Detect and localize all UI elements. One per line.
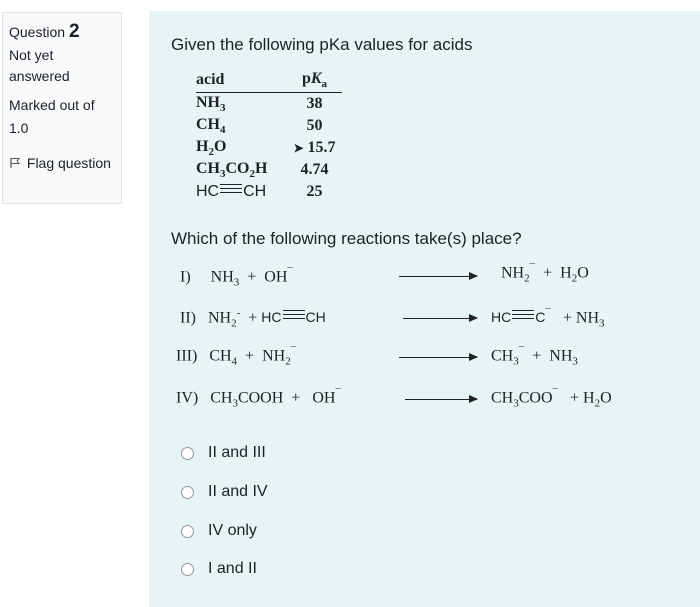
reaction-4-products: $CH_3COO^¯ + H_2O$ bbox=[491, 387, 612, 410]
option-label: II and IV bbox=[208, 483, 268, 500]
pka-cell: 25 bbox=[306, 183, 323, 200]
reaction-2-reactants: II) $NH_2^-$ + HC CH bbox=[180, 307, 326, 330]
acid-cell: $CH_4$ bbox=[196, 115, 226, 137]
answer-option[interactable] bbox=[181, 560, 257, 578]
marked-out-of-label: Marked out of bbox=[9, 97, 95, 113]
reaction-3-reactants: III) $CH_4 + NH_2^¯$ bbox=[176, 345, 297, 368]
flag-question-link[interactable] bbox=[9, 153, 115, 174]
option-label: I and II bbox=[208, 560, 257, 577]
header-acid: acid bbox=[196, 69, 273, 93]
question-status: Not yet answered bbox=[9, 47, 70, 84]
reaction-1-reactants: I) $NH_3 + OH^¯$ bbox=[180, 266, 293, 289]
reaction-2-products: HC $C^¯ + NH_3$ bbox=[491, 307, 605, 330]
reaction-prompt: Which of the following reactions take(s) place? bbox=[171, 229, 522, 248]
question-mark: 1.0 bbox=[9, 120, 29, 136]
reaction-4-reactants: IV) $CH_3COOH + OH^¯$ bbox=[176, 387, 341, 410]
radio-button[interactable] bbox=[181, 447, 194, 460]
acid-cell: HC CH bbox=[196, 183, 267, 200]
radio-button[interactable] bbox=[181, 486, 194, 499]
flag-icon bbox=[9, 157, 21, 169]
question-info-panel bbox=[2, 12, 122, 204]
pka-cell: 50 bbox=[306, 117, 323, 134]
flag-question-label: Flag question bbox=[26, 155, 111, 171]
pka-cell: 4.74 bbox=[300, 161, 329, 178]
option-label: II and III bbox=[208, 444, 266, 461]
question-text: Given the following pKa values for acids bbox=[171, 35, 473, 54]
pka-cell: ➤ 15.7 bbox=[293, 139, 336, 156]
radio-button[interactable] bbox=[181, 525, 194, 538]
answer-option[interactable] bbox=[181, 483, 268, 501]
reaction-arrow bbox=[399, 276, 477, 277]
option-label: IV only bbox=[208, 522, 257, 539]
reaction-arrow bbox=[399, 357, 477, 358]
acid-cell: $NH_3$ bbox=[196, 93, 226, 115]
acid-cell: $CH_3CO_2H$ bbox=[196, 159, 268, 181]
pka-table bbox=[196, 69, 342, 203]
reaction-arrow bbox=[403, 318, 477, 319]
pka-cell: 38 bbox=[306, 95, 323, 112]
reaction-1-products: $NH_2^¯ + H_2O$ bbox=[501, 262, 589, 285]
radio-button[interactable] bbox=[181, 563, 194, 576]
answer-option[interactable] bbox=[181, 444, 266, 462]
header-pka: $pK_a$ bbox=[273, 69, 341, 93]
reaction-3-products: $CH_3^¯ + NH_3$ bbox=[491, 345, 578, 368]
answer-option[interactable] bbox=[181, 522, 257, 540]
question-number: Question 2 bbox=[9, 21, 80, 42]
reaction-arrow bbox=[405, 399, 477, 400]
question-content bbox=[149, 11, 700, 607]
acid-cell: $H_2O$ bbox=[196, 137, 227, 159]
